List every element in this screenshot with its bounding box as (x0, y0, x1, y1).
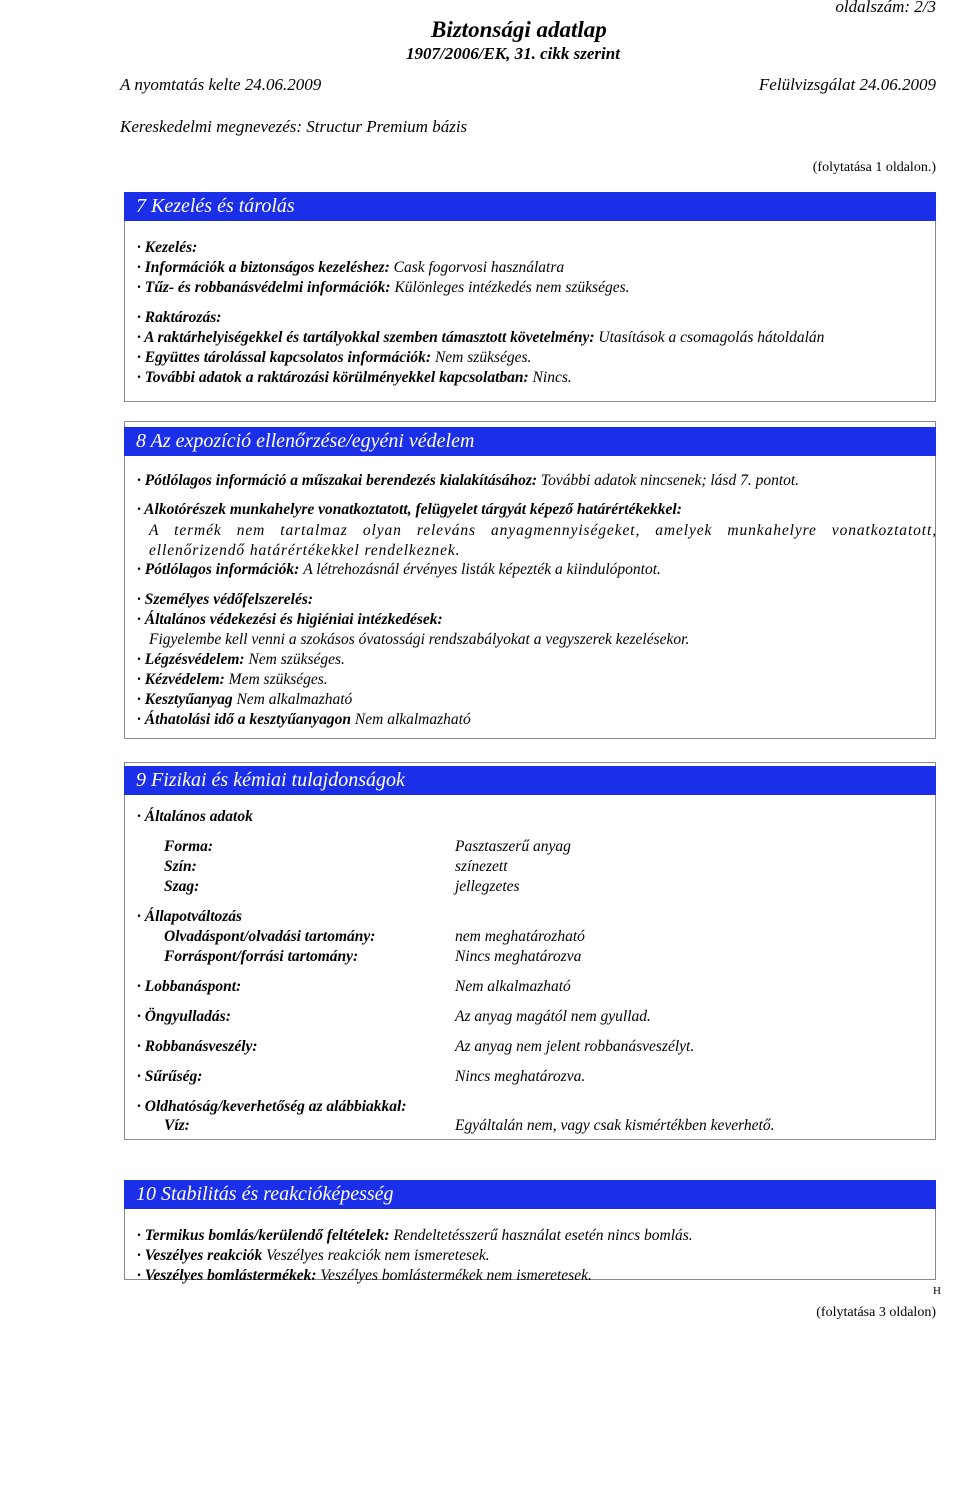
document-title: Biztonsági adatlap (431, 17, 607, 42)
thermal-value: Rendeltetésszerű használat esetén nincs bomlás. (393, 1227, 693, 1244)
decomposition-value: Veszélyes bomlástermékek nem ismeretesek. (320, 1267, 592, 1284)
color-value: színezett (455, 858, 508, 875)
fire-value: Különleges intézkedés nem szükséges. (394, 279, 630, 296)
storage-req-label: · A raktárhelyiségekkel és tartályokkal szemben támasztott követelmény: (137, 329, 595, 346)
storage-req-row (137, 329, 824, 347)
hygiene-text: Figyelembe kell venni a szokásos óvatossági rendszabályokat a vegyszerek kezelésekor. (149, 631, 690, 648)
section-7-title: 7 Kezelés és tárolás (124, 192, 936, 221)
handling-heading: · Kezelés: (137, 239, 198, 256)
fire-label: · Tűz- és robbanásvédelmi információk: (137, 279, 391, 296)
penetration-value: Nem alkalmazható (354, 711, 471, 728)
solubility-heading: · Oldhatóság/keverhetőség az alábbiakkal: (137, 1098, 407, 1115)
further-storage-row (137, 369, 572, 387)
density-value: Nincs meghatározva. (455, 1068, 586, 1085)
joint-storage-value: Nem szükséges. (434, 349, 532, 366)
autoignition-value: Az anyag magától nem gyullad. (455, 1008, 651, 1025)
hand-protection-row (137, 671, 328, 689)
tech-info-label: · Pótlólagos információ a műszakai berendezés kialakításához: (137, 472, 538, 489)
continued-to: (folytatása 3 oldalon) (816, 1305, 936, 1320)
boiling-label: Forráspont/forrási tartomány: (164, 948, 359, 965)
respiratory-row (137, 651, 345, 669)
boiling-value: Nincs meghatározva (455, 948, 582, 965)
respiratory-value: Nem szükséges. (248, 651, 345, 668)
storage-heading: · Raktározás: (137, 309, 222, 326)
tech-info-row (137, 472, 799, 490)
reactions-row (137, 1247, 490, 1265)
water-label: Víz: (164, 1117, 190, 1134)
joint-storage-label: · Együttes tárolással kapcsolatos információk: (137, 349, 432, 366)
further-storage-value: Nincs. (532, 369, 572, 386)
thermal-row (137, 1227, 693, 1245)
general-heading: · Általános adatok (137, 808, 253, 825)
print-date: A nyomtatás kelte 24.06.2009 (120, 75, 322, 94)
reactions-label: · Veszélyes reakciók (137, 1247, 263, 1264)
extra-info-value: A létrehozásnál érvényes listák képezték a kiindulópontot. (303, 561, 661, 578)
form-label: Forma: (164, 838, 214, 855)
document-subtitle: 1907/2006/EK, 31. cikk szerint (406, 44, 620, 63)
density-label: · Sűrűség: (137, 1068, 203, 1085)
fire-row (137, 279, 630, 297)
safe-handling-label: · Információk a biztonságos kezeléshez: (137, 259, 390, 276)
penetration-row (137, 711, 471, 729)
flash-point-label: · Lobbanáspont: (137, 978, 242, 995)
reactions-value: Veszélyes reakciók nem ismeretesek. (266, 1247, 490, 1264)
odor-label: Szag: (164, 878, 200, 895)
section-9 (124, 762, 936, 1140)
extra-info-label: · Pótlólagos információk: (137, 561, 300, 578)
decomposition-label: · Veszélyes bomlástermékek: (137, 1267, 317, 1284)
safe-handling-value: Cask fogorvosi használatra (393, 259, 565, 276)
continued-from: (folytatása 1 oldalon.) (812, 160, 936, 175)
section-9-title: 9 Fizikai és kémiai tulajdonságok (124, 766, 936, 795)
glove-material-label: · Kesztyűanyag (137, 691, 233, 708)
ppe-heading: · Személyes védőfelszerelés: (137, 591, 314, 608)
glove-material-row (137, 691, 352, 709)
hand-protection-value: Mem szükséges. (228, 671, 328, 688)
page-number: oldalszám: 2/3 (835, 0, 936, 16)
water-value: Egyáltalán nem, vagy csak kismértékben keverhető. (455, 1117, 775, 1134)
glove-material-value: Nem alkalmazható (236, 691, 353, 708)
section-8-title: 8 Az expozíció ellenőrzése/egyéni védelem (124, 427, 936, 456)
autoignition-label: · Öngyulladás: (137, 1008, 231, 1025)
h-mark: H (933, 1285, 941, 1297)
hygiene-heading: · Általános védekezési és higiéniai intézkedések: (137, 611, 443, 628)
respiratory-label: · Légzésvédelem: (137, 651, 245, 668)
limits-heading: · Alkotórészek munkahelyre vonatkoztatott, felügyelet tárgyát képező határértékekkel: (137, 501, 682, 518)
explosion-label: · Robbanásveszély: (137, 1038, 258, 1055)
penetration-label: · Áthatolási idő a kesztyűanyagon (137, 711, 352, 728)
section-7 (124, 192, 936, 402)
safe-handling-row (137, 259, 564, 277)
revision-date: Felülvizsgálat 24.06.2009 (758, 75, 936, 94)
extra-info-row (137, 561, 661, 579)
form-value: Pasztaszerű anyag (455, 838, 571, 855)
joint-storage-row (137, 349, 531, 367)
storage-req-value: Utasítások a csomagolás hátoldalán (598, 329, 825, 346)
hand-protection-label: · Kézvédelem: (137, 671, 225, 688)
thermal-label: · Termikus bomlás/kerülendő feltételek: (137, 1227, 390, 1244)
flash-point-value: Nem alkalmazható (455, 978, 571, 995)
state-change-heading: · Állapotváltozás (137, 908, 243, 925)
color-label: Szín: (164, 858, 197, 875)
trade-name: Kereskedelmi megnevezés: Structur Premium bázis (120, 117, 468, 136)
tech-info-value: További adatok nincsenek; lásd 7. pontot. (540, 472, 800, 489)
melting-label: Olvadáspont/olvadási tartomány: (164, 928, 376, 945)
melting-value: nem meghatározható (455, 928, 585, 945)
limits-text: A termék nem tartalmaz olyan releváns anyagmennyiségeket, amelyek munkahelyre vonatkoztatott, ellenőrizendő határértékekkel rendelkeznek. (149, 522, 937, 559)
section-8 (124, 421, 936, 739)
decomposition-row (137, 1267, 592, 1285)
section-10 (124, 1180, 936, 1284)
odor-value: jellegzetes (455, 878, 520, 895)
further-storage-label: · További adatok a raktározási körülményekkel kapcsolatban: (137, 369, 529, 386)
explosion-value: Az anyag nem jelent robbanásveszélyt. (455, 1038, 695, 1055)
section-10-title: 10 Stabilitás és reakcióképesség (124, 1180, 936, 1209)
